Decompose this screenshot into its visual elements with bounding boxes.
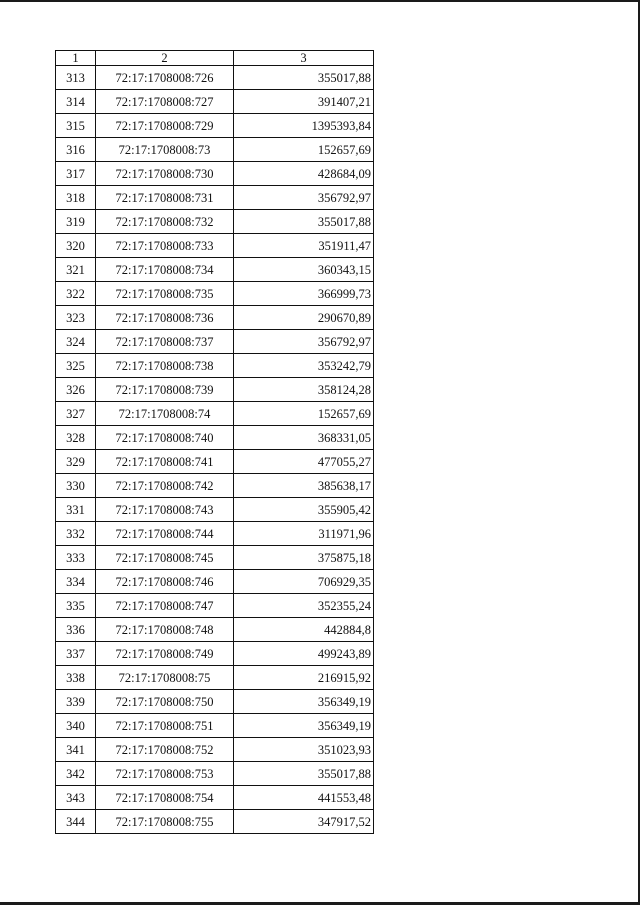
table-row bbox=[56, 354, 374, 378]
cadastral-number: 72:17:1708008:748 bbox=[96, 618, 234, 642]
row-number: 314 bbox=[56, 90, 96, 114]
cadastral-value: 477055,27 bbox=[234, 450, 374, 474]
column-header-1: 1 bbox=[56, 51, 96, 66]
header-row bbox=[56, 51, 374, 66]
row-number: 315 bbox=[56, 114, 96, 138]
table-row bbox=[56, 378, 374, 402]
cadastral-number: 72:17:1708008:754 bbox=[96, 786, 234, 810]
cadastral-number: 72:17:1708008:727 bbox=[96, 90, 234, 114]
row-number: 327 bbox=[56, 402, 96, 426]
cadastral-value: 358124,28 bbox=[234, 378, 374, 402]
row-number: 320 bbox=[56, 234, 96, 258]
row-number: 324 bbox=[56, 330, 96, 354]
cadastral-number: 72:17:1708008:755 bbox=[96, 810, 234, 834]
table-row bbox=[56, 282, 374, 306]
row-number: 329 bbox=[56, 450, 96, 474]
table-row bbox=[56, 330, 374, 354]
cadastral-number: 72:17:1708008:746 bbox=[96, 570, 234, 594]
cadastral-number: 72:17:1708008:731 bbox=[96, 186, 234, 210]
cadastral-number: 72:17:1708008:753 bbox=[96, 762, 234, 786]
table-row bbox=[56, 714, 374, 738]
table-row bbox=[56, 186, 374, 210]
cadastral-value: 1395393,84 bbox=[234, 114, 374, 138]
cadastral-value: 355017,88 bbox=[234, 210, 374, 234]
cadastral-number: 72:17:1708008:733 bbox=[96, 234, 234, 258]
row-number: 341 bbox=[56, 738, 96, 762]
cadastral-value: 391407,21 bbox=[234, 90, 374, 114]
cadastral-number: 72:17:1708008:726 bbox=[96, 66, 234, 90]
table-row bbox=[56, 234, 374, 258]
table-row bbox=[56, 642, 374, 666]
table-row bbox=[56, 66, 374, 90]
cadastral-number: 72:17:1708008:74 bbox=[96, 402, 234, 426]
row-number: 319 bbox=[56, 210, 96, 234]
table-row bbox=[56, 762, 374, 786]
cadastral-value: 351023,93 bbox=[234, 738, 374, 762]
table-body bbox=[56, 66, 374, 834]
cadastral-value: 428684,09 bbox=[234, 162, 374, 186]
row-number: 334 bbox=[56, 570, 96, 594]
cadastral-number: 72:17:1708008:751 bbox=[96, 714, 234, 738]
cadastral-number: 72:17:1708008:742 bbox=[96, 474, 234, 498]
row-number: 317 bbox=[56, 162, 96, 186]
cadastral-value: 216915,92 bbox=[234, 666, 374, 690]
row-number: 330 bbox=[56, 474, 96, 498]
table-row bbox=[56, 258, 374, 282]
cadastral-value: 311971,96 bbox=[234, 522, 374, 546]
table-row bbox=[56, 138, 374, 162]
table-row bbox=[56, 690, 374, 714]
table-row bbox=[56, 810, 374, 834]
cadastral-value: 368331,05 bbox=[234, 426, 374, 450]
cadastral-value: 355017,88 bbox=[234, 66, 374, 90]
cadastral-value: 442884,8 bbox=[234, 618, 374, 642]
row-number: 336 bbox=[56, 618, 96, 642]
cadastral-value: 366999,73 bbox=[234, 282, 374, 306]
table-row bbox=[56, 666, 374, 690]
cadastral-number: 72:17:1708008:747 bbox=[96, 594, 234, 618]
row-number: 322 bbox=[56, 282, 96, 306]
row-number: 316 bbox=[56, 138, 96, 162]
table-row bbox=[56, 306, 374, 330]
row-number: 343 bbox=[56, 786, 96, 810]
cadastral-number: 72:17:1708008:741 bbox=[96, 450, 234, 474]
cadastral-number: 72:17:1708008:749 bbox=[96, 642, 234, 666]
cadastral-number: 72:17:1708008:739 bbox=[96, 378, 234, 402]
row-number: 339 bbox=[56, 690, 96, 714]
row-number: 342 bbox=[56, 762, 96, 786]
cadastral-value: 353242,79 bbox=[234, 354, 374, 378]
cadastral-value: 290670,89 bbox=[234, 306, 374, 330]
table-row bbox=[56, 162, 374, 186]
table-row bbox=[56, 210, 374, 234]
cadastral-number: 72:17:1708008:732 bbox=[96, 210, 234, 234]
row-number: 332 bbox=[56, 522, 96, 546]
table-row bbox=[56, 570, 374, 594]
table-row bbox=[56, 618, 374, 642]
table-row bbox=[56, 522, 374, 546]
cadastral-value: 355905,42 bbox=[234, 498, 374, 522]
cadastral-value: 360343,15 bbox=[234, 258, 374, 282]
row-number: 331 bbox=[56, 498, 96, 522]
cadastral-value: 356792,97 bbox=[234, 330, 374, 354]
table-row bbox=[56, 498, 374, 522]
cadastral-number: 72:17:1708008:735 bbox=[96, 282, 234, 306]
row-number: 333 bbox=[56, 546, 96, 570]
table-row bbox=[56, 738, 374, 762]
cadastral-value: 347917,52 bbox=[234, 810, 374, 834]
table-row bbox=[56, 402, 374, 426]
row-number: 326 bbox=[56, 378, 96, 402]
cadastral-value: 356792,97 bbox=[234, 186, 374, 210]
cadastral-value: 356349,19 bbox=[234, 714, 374, 738]
cadastral-value-table bbox=[55, 50, 374, 834]
table-row bbox=[56, 546, 374, 570]
cadastral-value: 441553,48 bbox=[234, 786, 374, 810]
row-number: 328 bbox=[56, 426, 96, 450]
row-number: 338 bbox=[56, 666, 96, 690]
row-number: 318 bbox=[56, 186, 96, 210]
cadastral-value: 375875,18 bbox=[234, 546, 374, 570]
cadastral-number: 72:17:1708008:737 bbox=[96, 330, 234, 354]
cadastral-value: 351911,47 bbox=[234, 234, 374, 258]
cadastral-value: 499243,89 bbox=[234, 642, 374, 666]
cadastral-number: 72:17:1708008:729 bbox=[96, 114, 234, 138]
row-number: 325 bbox=[56, 354, 96, 378]
cadastral-number: 72:17:1708008:736 bbox=[96, 306, 234, 330]
table-row bbox=[56, 114, 374, 138]
table-row bbox=[56, 426, 374, 450]
row-number: 335 bbox=[56, 594, 96, 618]
table-row bbox=[56, 594, 374, 618]
row-number: 313 bbox=[56, 66, 96, 90]
cadastral-value: 385638,17 bbox=[234, 474, 374, 498]
table-row bbox=[56, 90, 374, 114]
cadastral-number: 72:17:1708008:734 bbox=[96, 258, 234, 282]
table-header bbox=[56, 51, 374, 66]
cadastral-number: 72:17:1708008:745 bbox=[96, 546, 234, 570]
row-number: 321 bbox=[56, 258, 96, 282]
column-header-2: 2 bbox=[96, 51, 234, 66]
cadastral-value: 355017,88 bbox=[234, 762, 374, 786]
cadastral-value: 352355,24 bbox=[234, 594, 374, 618]
table-row bbox=[56, 786, 374, 810]
cadastral-value: 152657,69 bbox=[234, 402, 374, 426]
row-number: 337 bbox=[56, 642, 96, 666]
cadastral-number: 72:17:1708008:740 bbox=[96, 426, 234, 450]
column-header-3: 3 bbox=[234, 51, 374, 66]
row-number: 323 bbox=[56, 306, 96, 330]
cadastral-number: 72:17:1708008:738 bbox=[96, 354, 234, 378]
table-row bbox=[56, 450, 374, 474]
cadastral-value: 152657,69 bbox=[234, 138, 374, 162]
row-number: 340 bbox=[56, 714, 96, 738]
table-row bbox=[56, 474, 374, 498]
row-number: 344 bbox=[56, 810, 96, 834]
cadastral-number: 72:17:1708008:750 bbox=[96, 690, 234, 714]
cadastral-number: 72:17:1708008:75 bbox=[96, 666, 234, 690]
cadastral-number: 72:17:1708008:730 bbox=[96, 162, 234, 186]
cadastral-number: 72:17:1708008:752 bbox=[96, 738, 234, 762]
cadastral-number: 72:17:1708008:743 bbox=[96, 498, 234, 522]
cadastral-value: 706929,35 bbox=[234, 570, 374, 594]
cadastral-value: 356349,19 bbox=[234, 690, 374, 714]
cadastral-number: 72:17:1708008:73 bbox=[96, 138, 234, 162]
cadastral-number: 72:17:1708008:744 bbox=[96, 522, 234, 546]
